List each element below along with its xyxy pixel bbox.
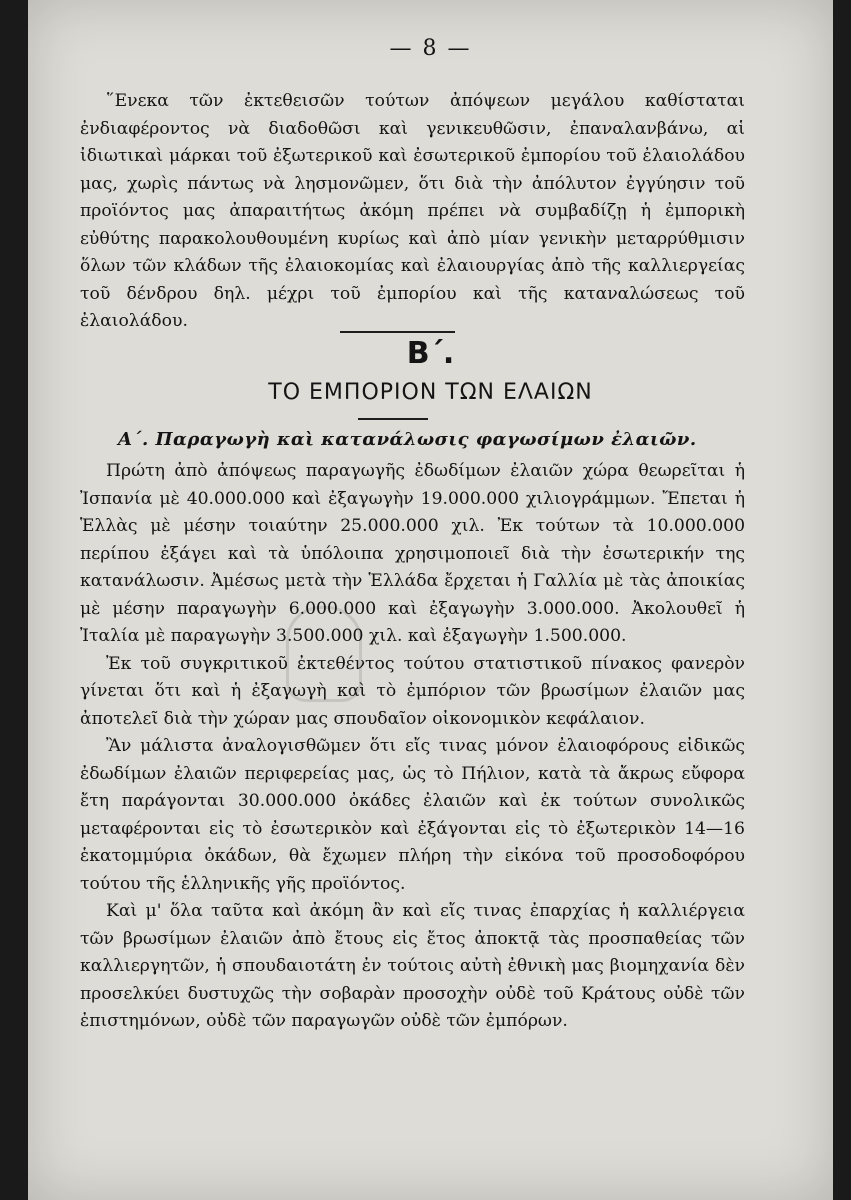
body-paragraph: Πρώτη ἀπὸ ἀπόψεως παραγωγῆς ἐδωδίμων ἐλαιῶν χώρα θεωρεῖται ἡ Ἰσπανία μὲ 40.000.000 καὶ ἐξαγωγὴν 19.000.000 χιλιογράμμων. Ἔπεται ἡ Ἑλλὰς μὲ μέσην τοιαύτην 25.000.000 χιλ. Ἐκ τούτων τὰ 10.000.000 περίπου ἐξάγει καὶ τὰ ὑπόλοιπα χρησιμοποιεῖ διὰ τὴν ἐσωτερικήν της κατανάλωσιν. Ἀμέσως μετὰ τὴν Ἑλλάδα ἔρχεται ἡ Γαλλία μὲ τὰς ἀποικίας μὲ μέσην παραγωγὴν 6.000.000 καὶ ἐξαγωγὴν 3.000.000. Ἀκολουθεῖ ἡ Ἰταλία μὲ παραγωγὴν 3.500.000 χιλ. καὶ ἐξαγωγὴν 1.500.000.	[80, 461, 745, 646]
body-paragraph: Ἂν μάλιστα ἀναλογισθῶμεν ὅτι εἴς τινας μόνον ἐλαιοφόρους εἰδικῶς ἐδωδίμων ἐλαιῶν περιφερείας μας, ὡς τὸ Πήλιον, κατὰ τὰ ἄκρως εὔφορα ἔτη παράγονται 30.000.000 ὀκάδες ἐλαιῶν καὶ ἐκ τούτων συνολικῶς μεταφέρονται εἰς τὸ ἐσωτερικὸν καὶ ἐξάγονται εἰς τὸ ἐξωτερικὸν 14—16 ἑκατομμύρια ὀκάδων, θὰ ἔχωμεν πλήρη τὴν εἰκόνα τοῦ προσοδοφόρου τούτου τῆς ἑλληνικῆς γῆς προϊόντος.	[80, 736, 745, 894]
book-page	[28, 0, 833, 1200]
body-paragraph: Ἐκ τοῦ συγκριτικοῦ ἐκτεθέντος τούτου στατιστικοῦ πίνακος φανερὸν γίνεται ὅτι καὶ ἡ ἐξαγωγὴ καὶ τὸ ἐμπόριον τῶν βρωσίμων ἐλαιῶν μας ἀποτελεῖ διὰ τὴν χώραν μας σπουδαῖον οἰκονομικὸν κεφάλαιον.	[80, 653, 745, 729]
body-paragraph: Καὶ μ' ὅλα ταῦτα καὶ ἀκόμη ἂν καὶ εἴς τινας ἐπαρχίας ἡ καλλιέργεια τῶν βρωσίμων ἐλαιῶν ἀπὸ ἔτους εἰς ἔτος ἀποκτᾷ τὰς προσπαθείας τῶν καλλιεργητῶν, ἡ σπουδαιοτάτη ἐν τούτοις αὐτὴ ἐθνικὴ μας βιομηχανία δὲν προσελκύει δυστυχῶς τὴν σοβαρὰν προσοχὴν οὐδὲ τοῦ Κράτους οὐδὲ τῶν ἐπιστημόνων, οὐδὲ τῶν παραγωγῶν οὐδὲ τῶν ἐμπόρων.	[80, 901, 745, 1031]
body-block	[80, 458, 745, 1036]
subsection-heading: Α΄. Παραγωγὴ καὶ κατανάλωσις φαγωσίμων ἐλαιῶν.	[118, 429, 697, 450]
intro-paragraph: ῞Ενεκα τῶν ἐκτεθεισῶν τούτων ἀπόψεων μεγάλου καθίσταται ἐνδιαφέροντος νὰ διαδοθῶσι καὶ γενικευθῶσιν, ἐπαναλανβάνω, αἱ ἰδιωτικαὶ μάρκαι τοῦ ἐξωτερικοῦ καὶ ἐσωτερικοῦ ἐμπορίου τοῦ ἐλαιολάδου μας, χωρὶς πάντως νὰ λησμονῶμεν, ὅτι διὰ τὴν ἀπόλυτον ἐγγύησιν τοῦ προϊόντος μας ἀπαραιτήτως ἀκόμη πρέπει νὰ συμβαδίζῃ ἡ ἐμπορικὴ εὐθύτης παρακολουθουμένη κυρίως καὶ ἀπὸ μίαν γενικὴν μεταρρύθμισιν ὅλων τῶν κλάδων τῆς ἐλαιοκομίας καὶ ἐλαιουργίας ἀπὸ τῆς καλλιεργείας τοῦ δένδρου δηλ. μέχρι τοῦ ἐμπορίου καὶ τῆς καταναλώσεως τοῦ ἐλαιολάδου.	[80, 91, 745, 331]
intro-block	[80, 88, 745, 336]
section-label: Β΄.	[406, 336, 455, 371]
section-title: ΤΟ ΕΜΠΟΡΙΟΝ ΤΩΝ ΕΛΑΙΩΝ	[268, 380, 593, 405]
page-number: — 8 —	[389, 36, 472, 61]
section-divider-bottom	[358, 418, 428, 420]
section-divider-top	[340, 331, 455, 333]
